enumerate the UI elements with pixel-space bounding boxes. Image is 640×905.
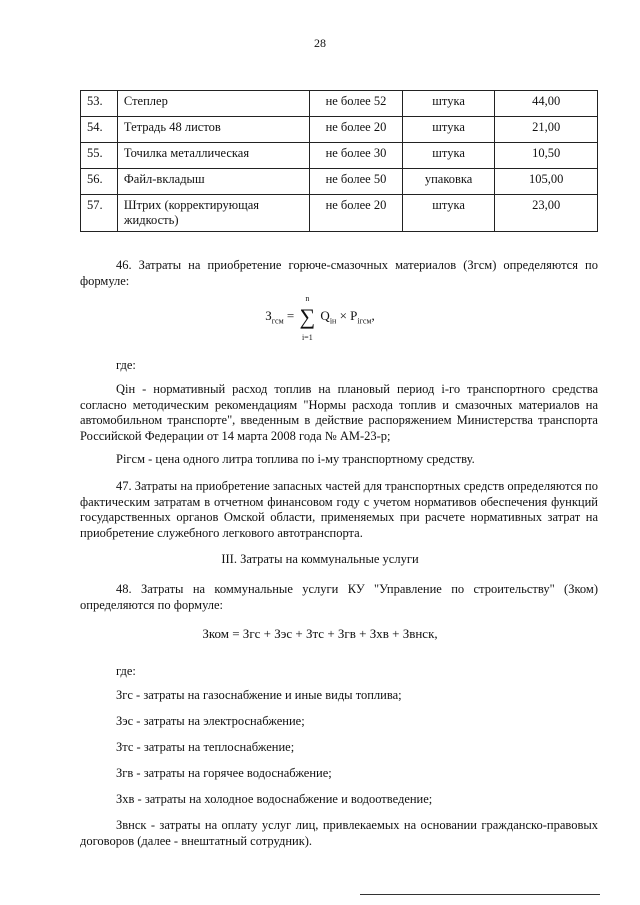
cell-unit: штука: [402, 195, 495, 232]
paragraph-46: 46. Затраты на приобретение горюче-смазочных материалов (Згсм) определяются по формуле:: [80, 258, 598, 288]
cell-limit: не более 30: [310, 143, 403, 169]
definition-gs: Згс - затраты на газоснабжение и иные виды топлива;: [116, 688, 402, 702]
cell-unit: упаковка: [402, 169, 495, 195]
formula-gsm-times: ×: [339, 307, 347, 323]
cell-unit: штука: [402, 143, 495, 169]
where-label-1: где:: [116, 358, 136, 372]
cell-num: 57.: [81, 195, 118, 232]
page-number: 28: [314, 36, 326, 50]
definition-vnsk: Звнск - затраты на оплату услуг лиц, привлекаемых на основании гражданско-правовых договоров (далее - внештатный сотрудник).: [80, 818, 598, 848]
cell-name: Тетрадь 48 листов: [117, 117, 309, 143]
definition-p: Piгсм - цена одного литра топлива по i-му транспортному средству.: [116, 452, 475, 466]
items-table: [80, 90, 598, 232]
cell-num: 56.: [81, 169, 118, 195]
cell-price: 10,50: [495, 143, 598, 169]
formula-gsm-eq: =: [286, 307, 295, 323]
footer-divider: [360, 894, 600, 895]
cell-num: 54.: [81, 117, 118, 143]
cell-num: 55.: [81, 143, 118, 169]
cell-price: 21,00: [495, 117, 598, 143]
definition-es: Зэс - затраты на электроснабжение;: [116, 714, 305, 728]
table-row: [81, 195, 598, 232]
paragraph-47: 47. Затраты на приобретение запасных частей для транспортных средств определяются по фактическим затратам в отчетном финансовом году с учетом нормативов обеспечения функций государственных органов Омской области, применяемых при расчете нормативных затрат на приобретение служебного легкового автотранспорта.: [80, 479, 598, 540]
sum-sign-icon: ∑ n i=1: [299, 294, 316, 342]
table-row: [81, 143, 598, 169]
cell-limit: не более 50: [310, 169, 403, 195]
definition-gv: Згв - затраты на горячее водоснабжение;: [116, 766, 332, 780]
formula-gsm-q: $Q_{iн}$: [320, 307, 337, 326]
cell-name: Штрих (корректирующая жидкость): [117, 195, 309, 232]
section-heading-3: III. Затраты на коммунальные услуги: [221, 552, 419, 566]
cell-limit: не более 52: [310, 91, 403, 117]
definition-q: Qiн - нормативный расход топлив на плановый период i-го транспортного средства согласно методическим рекомендациям "Нормы расхода топлив и смазочных материалов на автомобильном транспорте", введенным в действие распоряжением Министерства транспорта Российской Федерации от 14 марта 2008 года № АМ-23-р;: [80, 382, 598, 443]
cell-price: 44,00: [495, 91, 598, 117]
formula-gsm-p: $P_{iгсм}$: [350, 307, 372, 326]
definition-ts: Зтс - затраты на теплоснабжение;: [116, 740, 295, 754]
where-label-2: где:: [116, 664, 136, 678]
formula-gsm-lhs: $З_{гсм}$: [265, 307, 284, 326]
table-row: [81, 169, 598, 195]
table-row: [81, 117, 598, 143]
cell-limit: не более 20: [310, 195, 403, 232]
cell-name: Файл-вкладыш: [117, 169, 309, 195]
paragraph-48: 48. Затраты на коммунальные услуги КУ "Управление по строительству" (Зком) определяются по формуле:: [80, 582, 598, 612]
cell-unit: штука: [402, 117, 495, 143]
cell-limit: не более 20: [310, 117, 403, 143]
formula-kom: Зком = Згс + Зэс + Зтс + Згв + Зхв + Звнск,: [202, 626, 438, 641]
cell-num: 53.: [81, 91, 118, 117]
cell-name: Точилка металлическая: [117, 143, 309, 169]
cell-price: 105,00: [495, 169, 598, 195]
table-row: [81, 91, 598, 117]
cell-price: 23,00: [495, 195, 598, 232]
definition-hv: Зхв - затраты на холодное водоснабжение и водоотведение;: [116, 792, 433, 806]
formula-gsm: $З_{гсм}$ = ∑ n i=1 $Q_{iн} \times P_{iгсм}$,: [265, 294, 375, 342]
cell-unit: штука: [402, 91, 495, 117]
items-table-body: [81, 91, 598, 232]
cell-name: Степлер: [117, 91, 309, 117]
